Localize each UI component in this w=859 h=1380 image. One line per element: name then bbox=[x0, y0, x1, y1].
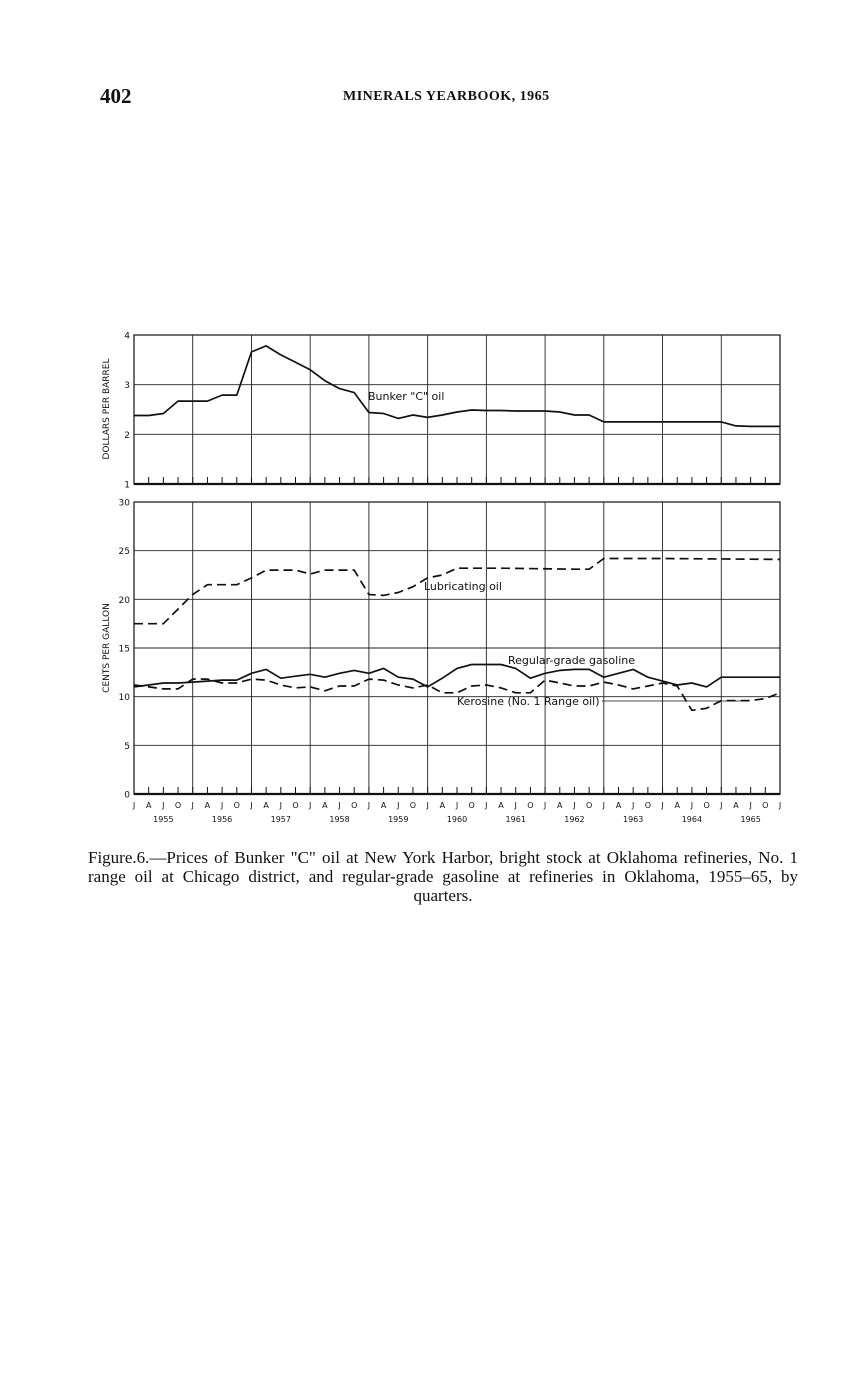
x-year-label: 1961 bbox=[505, 815, 526, 824]
x-quarter-label: A bbox=[439, 801, 446, 810]
running-head: MINERALS YEARBOOK, 1965 bbox=[343, 89, 550, 104]
x-quarter-label: O bbox=[233, 801, 240, 810]
x-quarter-label: J bbox=[367, 801, 371, 810]
x-quarter-label: J bbox=[720, 801, 723, 810]
x-quarter-label: O bbox=[292, 801, 299, 810]
lower-y-tick-label: 30 bbox=[118, 498, 130, 509]
x-quarter-label: A bbox=[204, 801, 211, 810]
x-quarter-label: J bbox=[309, 801, 312, 810]
x-quarter-label: J bbox=[132, 801, 136, 810]
x-quarter-label: A bbox=[263, 801, 269, 810]
upper-y-tick-label: 4 bbox=[124, 331, 130, 342]
figure-caption: Figure.6.—Prices of Bunker "C" oil at New York Harbor, bright stock at Oklahoma refineries, No. 1 range oil at Chicago district, and regular-grade gasoline at refineries in Oklahoma, 1955–65, by quarters. bbox=[88, 848, 798, 905]
x-year-label: 1962 bbox=[564, 815, 585, 824]
x-quarter-label: O bbox=[174, 801, 182, 810]
x-quarter-label: A bbox=[733, 801, 739, 810]
x-year-label: 1965 bbox=[740, 815, 761, 824]
x-quarter-label: J bbox=[573, 801, 576, 810]
upper-series-lines bbox=[134, 346, 780, 427]
x-year-label: 1956 bbox=[211, 815, 233, 824]
x-year-label: 1959 bbox=[388, 815, 409, 824]
x-quarter-label: J bbox=[250, 801, 253, 810]
lower-y-tick-label: 15 bbox=[118, 644, 130, 655]
upper-y-tick-label: 2 bbox=[124, 430, 130, 441]
x-quarter-label: J bbox=[455, 801, 459, 810]
x-quarter-label: A bbox=[380, 801, 387, 810]
x-quarter-label: J bbox=[632, 801, 635, 810]
x-quarter-label: J bbox=[426, 801, 429, 810]
x-quarter-label: O bbox=[585, 801, 593, 810]
figure-chart bbox=[0, 320, 859, 830]
lower-y-tick-labels bbox=[119, 499, 131, 801]
upper-panel bbox=[102, 332, 780, 491]
x-quarter-tick-labels bbox=[132, 801, 781, 810]
lower-y-tick-label: 20 bbox=[118, 595, 130, 606]
x-quarter-label: J bbox=[749, 801, 752, 810]
lower-y-tick-label: 10 bbox=[118, 693, 130, 704]
upper-y-tick-labels bbox=[124, 332, 130, 491]
x-quarter-label: J bbox=[543, 801, 547, 810]
x-quarter-label: J bbox=[162, 801, 165, 810]
x-quarter-label: J bbox=[602, 801, 605, 810]
x-quarter-label: O bbox=[351, 801, 358, 810]
x-quarter-label: A bbox=[557, 801, 563, 810]
x-quarter-label: J bbox=[191, 801, 194, 810]
series-label-regular-grade-gasoline: Regular-grade gasoline bbox=[508, 654, 635, 667]
x-year-label: 1960 bbox=[446, 815, 468, 824]
lower-y-tick-label: 25 bbox=[118, 547, 130, 558]
upper-y-tick-label: 3 bbox=[124, 381, 130, 392]
series-label-lubricating-oil: Lubricating oil bbox=[424, 580, 502, 593]
x-quarter-label: O bbox=[468, 801, 475, 810]
lower-y-tick-label: 0 bbox=[124, 790, 130, 801]
lower-y-axis-label: CENTS PER GALLON bbox=[102, 603, 112, 693]
x-quarter-label: A bbox=[322, 801, 328, 810]
upper-y-axis-label: DOLLARS PER BARREL bbox=[102, 358, 112, 460]
x-quarter-label: J bbox=[338, 801, 341, 810]
x-quarter-label: O bbox=[409, 801, 417, 810]
upper-plot-frame bbox=[134, 335, 780, 484]
lower-panel bbox=[102, 499, 780, 801]
x-quarter-label: J bbox=[661, 801, 664, 810]
x-quarter-label: J bbox=[690, 801, 694, 810]
upper-y-tick-label: 1 bbox=[124, 480, 130, 491]
x-quarter-label: J bbox=[514, 801, 517, 810]
page-number: 402 bbox=[100, 84, 132, 108]
x-quarter-label: A bbox=[615, 801, 622, 810]
x-quarter-label: O bbox=[527, 801, 534, 810]
x-quarter-label: A bbox=[674, 801, 680, 810]
series-line-bunker-c-oil bbox=[134, 346, 780, 427]
x-year-labels bbox=[153, 815, 761, 824]
x-quarter-label: O bbox=[703, 801, 710, 810]
x-year-label: 1955 bbox=[153, 815, 174, 824]
x-year-label: 1963 bbox=[623, 815, 644, 824]
x-quarter-label: A bbox=[498, 801, 504, 810]
x-year-label: 1958 bbox=[329, 815, 350, 824]
x-quarter-label: A bbox=[145, 801, 152, 810]
x-quarter-label: O bbox=[762, 801, 769, 810]
x-quarter-label: J bbox=[220, 801, 224, 810]
x-quarter-label: O bbox=[644, 801, 652, 810]
series-label-kerosine: Kerosine (No. 1 Range oil) bbox=[457, 695, 600, 708]
series-label-bunker-c-oil: Bunker "C" oil bbox=[368, 390, 445, 403]
x-quarter-label: J bbox=[397, 801, 400, 810]
x-quarter-label: J bbox=[778, 801, 782, 810]
x-year-label: 1964 bbox=[681, 815, 703, 824]
x-year-label: 1957 bbox=[270, 815, 291, 824]
x-quarter-label: J bbox=[279, 801, 282, 810]
x-quarter-label: J bbox=[485, 801, 488, 810]
lower-grid bbox=[134, 502, 780, 794]
upper-grid bbox=[134, 335, 780, 484]
lower-y-tick-label: 5 bbox=[124, 741, 130, 752]
